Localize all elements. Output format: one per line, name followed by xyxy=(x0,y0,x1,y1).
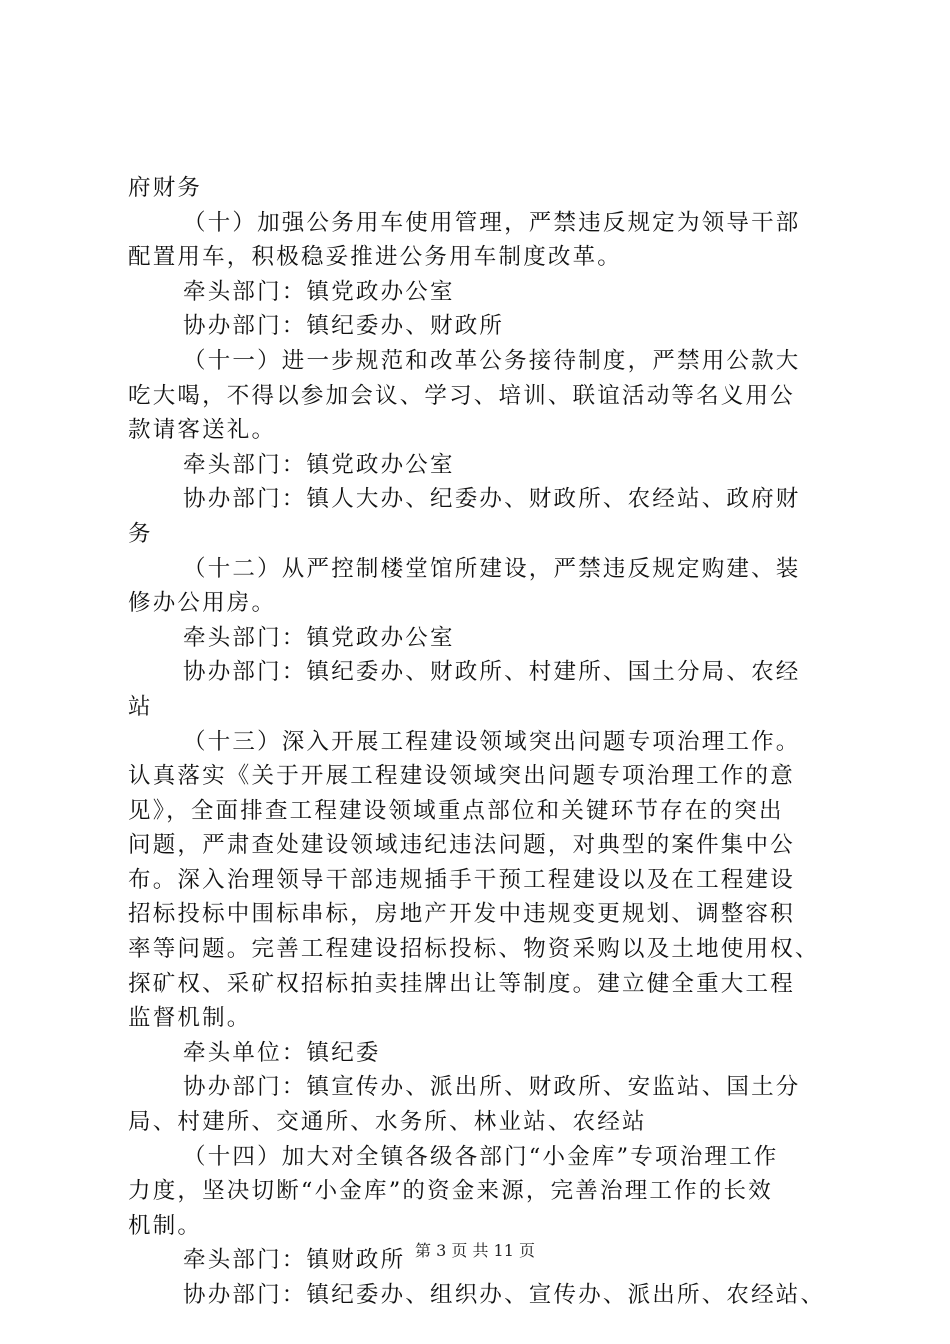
text-line: 吃大喝，不得以参加会议、学习、培训、联谊活动等名义用公 xyxy=(128,382,795,409)
text-line: 力度，坚决切断“小金库”的资金来源，完善治理工作的长效 xyxy=(128,1178,773,1205)
text-line: （十二）从严控制楼堂馆所建设，严禁违反规定购建、装 xyxy=(183,555,801,582)
page-number-footer: 第 3 页 共 11 页 xyxy=(415,1241,535,1260)
text-line: 府财务 xyxy=(128,175,203,201)
text-line: 牵头部门：镇党政办公室 xyxy=(183,451,455,478)
text-line: 牵头部门：镇党政办公室 xyxy=(183,624,455,651)
text-line: 局、村建所、交通所、水务所、林业站、农经站 xyxy=(128,1109,647,1136)
text-line: （十一）进一步规范和改革公务接待制度，严禁用公款大 xyxy=(183,347,801,374)
text-line: 率等问题。完善工程建设招标投标、物资采购以及土地使用权、 xyxy=(128,936,820,963)
text-line: （十四）加大对全镇各级各部门“小金库”专项治理工作 xyxy=(183,1143,779,1170)
document-body xyxy=(128,171,848,1313)
text-line: 协办部门：镇纪委办、财政所、村建所、国土分局、农经 xyxy=(183,659,801,686)
text-line: 款请客送礼。 xyxy=(128,417,277,444)
text-line: 见》，全面排查工程建设领域重点部位和关键环节存在的突出 xyxy=(128,797,784,824)
text-line: 探矿权、采矿权招标拍卖挂牌出让等制度。建立健全重大工程 xyxy=(128,970,795,997)
text-line: 站 xyxy=(128,693,153,720)
text-line: 招标投标中围标串标，房地产开发中违规变更规划、调整容积 xyxy=(128,901,795,928)
text-line: 协办部门：镇纪委办、财政所 xyxy=(183,313,505,340)
text-line: 牵头部门：镇财政所 xyxy=(183,1247,406,1274)
text-line: 机制。 xyxy=(128,1212,203,1239)
text-line: 认真落实《关于开展工程建设领域突出问题专项治理工作的意 xyxy=(128,763,795,790)
text-line: 监督机制。 xyxy=(128,1005,252,1032)
text-line: 牵头部门：镇党政办公室 xyxy=(183,278,455,305)
text-line: 协办部门：镇人大办、纪委办、财政所、农经站、政府财 xyxy=(183,486,801,513)
text-line: 修办公用房。 xyxy=(128,590,277,617)
text-line: 问题，严肃查处建设领域违纪违法问题，对典型的案件集中公 xyxy=(128,832,795,859)
text-line: （十三）深入开展工程建设领域突出问题专项治理工作。 xyxy=(183,728,801,755)
text-line: 配置用车，积极稳妥推进公务用车制度改革。 xyxy=(128,244,623,271)
text-line: （十）加强公务用车使用管理，严禁违反规定为领导干部 xyxy=(183,209,801,236)
text-line: 布。深入治理领导干部违规插手干预工程建设以及在工程建设 xyxy=(128,866,795,893)
text-line: 协办部门：镇宣传办、派出所、财政所、安监站、国土分 xyxy=(183,1074,801,1101)
text-line: 务 xyxy=(128,520,153,547)
text-line: 牵头单位：镇纪委 xyxy=(183,1039,381,1066)
text-line: 协办部门：镇纪委办、组织办、宣传办、派出所、农经站、 xyxy=(183,1282,826,1308)
